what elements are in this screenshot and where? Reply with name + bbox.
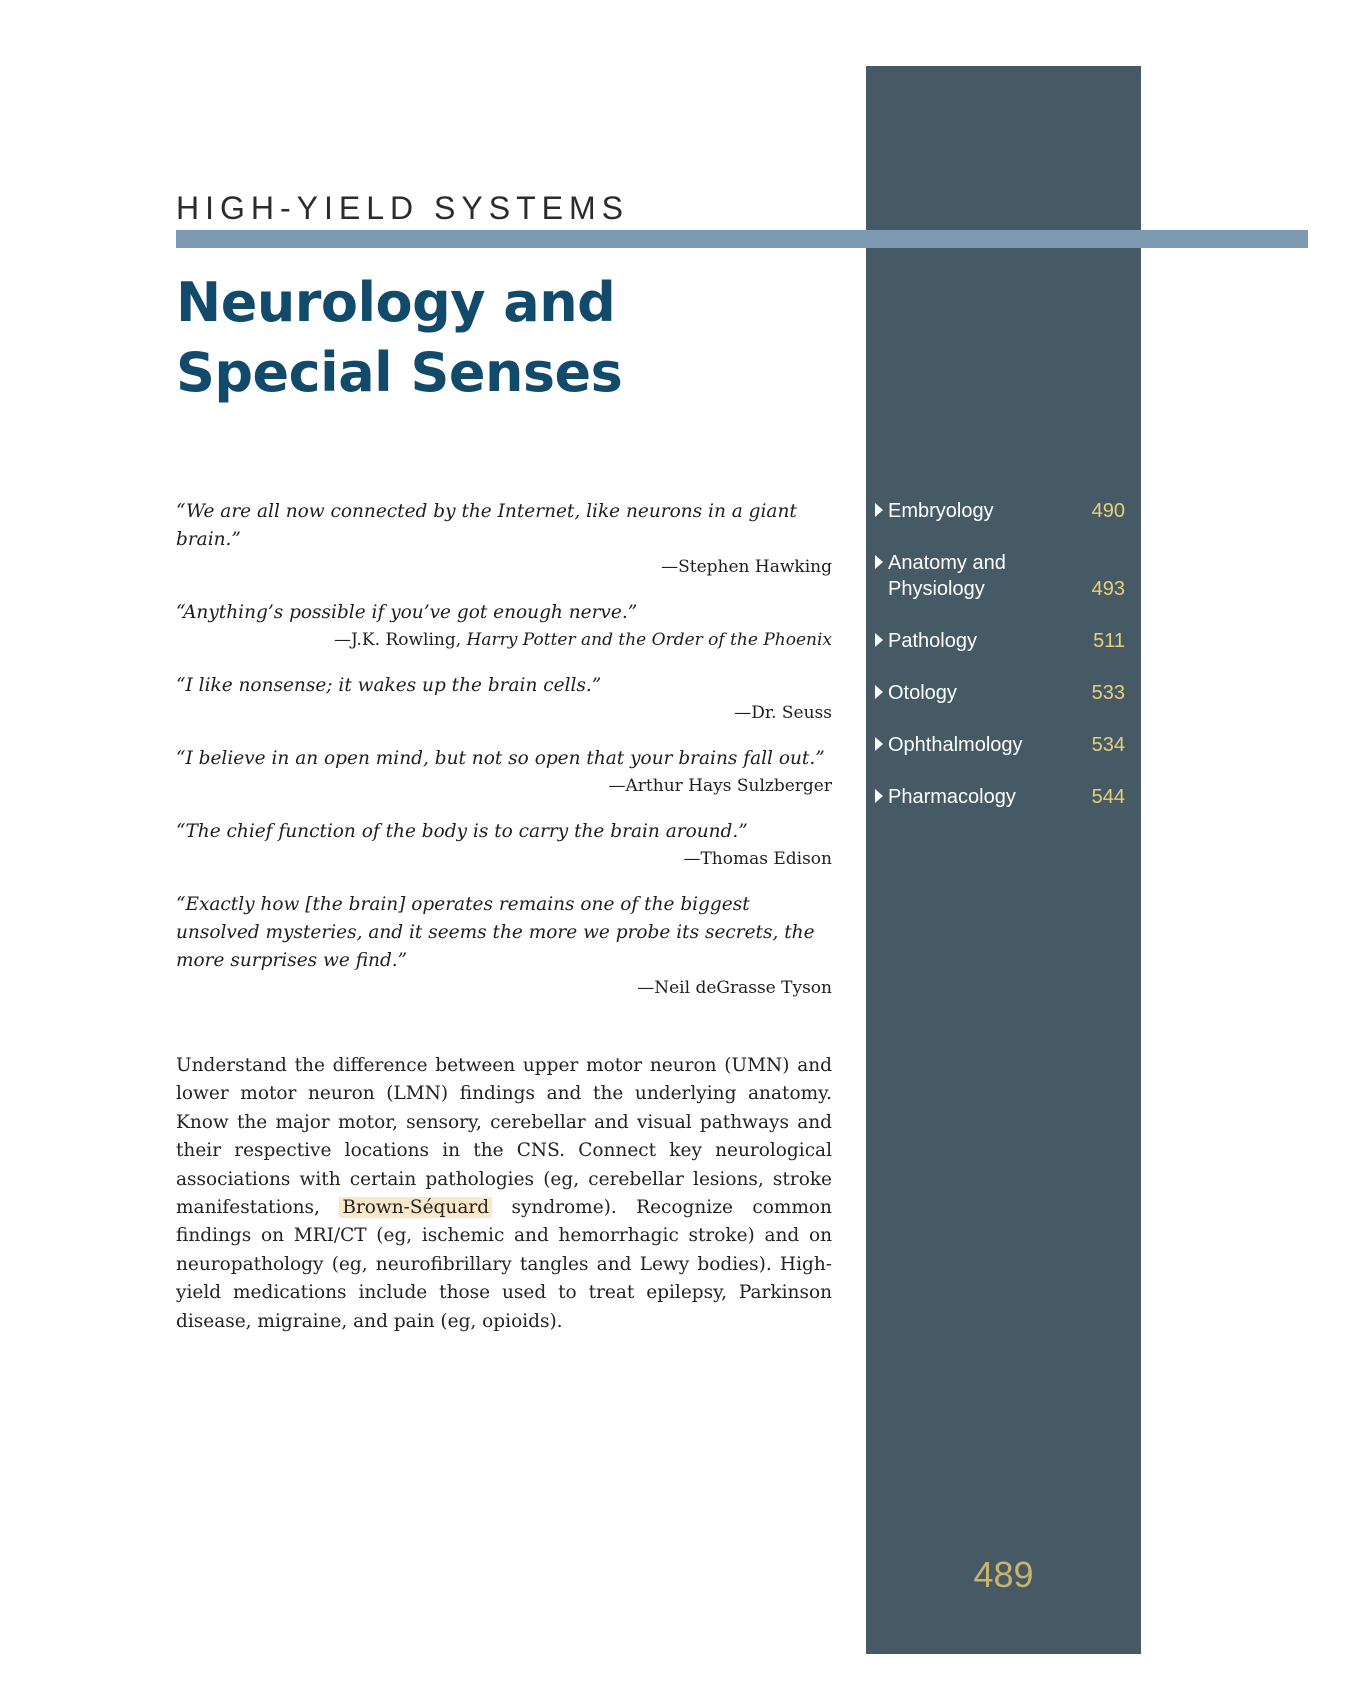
toc-item-embryology[interactable] — [875, 498, 1125, 524]
section-kicker: HIGH-YIELD SYSTEMS — [176, 190, 629, 226]
toc-label: Otology — [888, 682, 957, 704]
quote-work: Harry Potter and the Order of the Phoenix — [466, 630, 832, 650]
quote-author: —Stephen Hawking — [661, 557, 832, 577]
caret-right-icon — [875, 685, 883, 699]
toc-page-number: 544 — [1091, 786, 1125, 808]
quote-item — [176, 599, 832, 654]
toc-label: Embryology — [888, 500, 994, 522]
chapter-title — [176, 268, 622, 408]
sidebar-panel — [866, 66, 1141, 1654]
highlighted-term: Brown-Séquard — [339, 1197, 492, 1218]
quote-item — [176, 498, 832, 581]
toc-page-number: 493 — [1091, 578, 1125, 600]
quote-item — [176, 745, 832, 800]
quote-author: —J.K. Rowling, Harry Potter and the Order of the Phoenix — [334, 630, 832, 650]
toc-item-anatomy-physiology[interactable] — [875, 550, 1125, 602]
toc-item-otology[interactable] — [875, 680, 1125, 706]
quote-text: “The chief function of the body is to carry the brain around.” — [176, 821, 748, 842]
quote-text: “Anything’s possible if you’ve got enough nerve.” — [176, 602, 638, 623]
toc-page-number: 534 — [1091, 734, 1125, 756]
quote-author: —Dr. Seuss — [734, 703, 832, 723]
page-number: 489 — [973, 1554, 1034, 1595]
quote-author: —Thomas Edison — [683, 849, 832, 869]
toc-item-pathology[interactable] — [875, 628, 1125, 654]
quote-text: “Exactly how [the brain] operates remains one of the biggest unsolved mysteries, and it seems the more we probe its secrets, the more surprises we find.” — [176, 894, 815, 971]
caret-right-icon — [875, 555, 883, 569]
header-rule — [176, 230, 1308, 248]
quote-item — [176, 818, 832, 873]
toc-label: Ophthalmology — [888, 734, 1023, 756]
epigraph-quotes — [176, 498, 832, 1020]
caret-right-icon — [875, 789, 883, 803]
caret-right-icon — [875, 503, 883, 517]
toc-page-number: 533 — [1091, 682, 1125, 704]
quote-item — [176, 891, 832, 1002]
caret-right-icon — [875, 737, 883, 751]
toc-page-number: 490 — [1091, 500, 1125, 522]
quote-text: “We are all now connected by the Internet, like neurons in a giant brain.” — [176, 501, 797, 550]
caret-right-icon — [875, 633, 883, 647]
toc-label: Pharmacology — [888, 786, 1016, 808]
quote-author: —Neil deGrasse Tyson — [637, 978, 832, 998]
toc-page-number: 511 — [1093, 630, 1125, 652]
table-of-contents — [875, 498, 1125, 836]
toc-item-ophthalmology[interactable] — [875, 732, 1125, 758]
quote-item — [176, 672, 832, 727]
quote-text: “I like nonsense; it wakes up the brain cells.” — [176, 675, 602, 696]
chapter-title-line-2: Special Senses — [176, 341, 623, 404]
toc-item-pharmacology[interactable] — [875, 784, 1125, 810]
chapter-title-line-1: Neurology and — [176, 271, 616, 334]
toc-label: Pathology — [888, 630, 977, 652]
toc-label: Anatomy and Physiology — [888, 552, 1006, 600]
quote-author: —Arthur Hays Sulzberger — [608, 776, 832, 796]
quote-text: “I believe in an open mind, but not so open that your brains fall out.” — [176, 748, 825, 769]
chapter-overview: Understand the difference between upper motor neuron (UMN) and lower motor neuron (LMN) findings and the underlying anatomy. Know the major motor, sensory, cerebellar and visual pathways and their respective locations in the CNS. Connect key neurological associations with certain pathologies (eg, cerebellar lesions, stroke manifestations, Brown-Séquard syndrome). Recognize common findings on MRI/CT (eg, ischemic and hemorrhagic stroke) and on neuropathology (eg, neurofibrillary tangles and Lewy bodies). High-yield medications include those used to treat epilepsy, Parkinson disease, migraine, and pain (eg, opioids). — [176, 1055, 832, 1332]
